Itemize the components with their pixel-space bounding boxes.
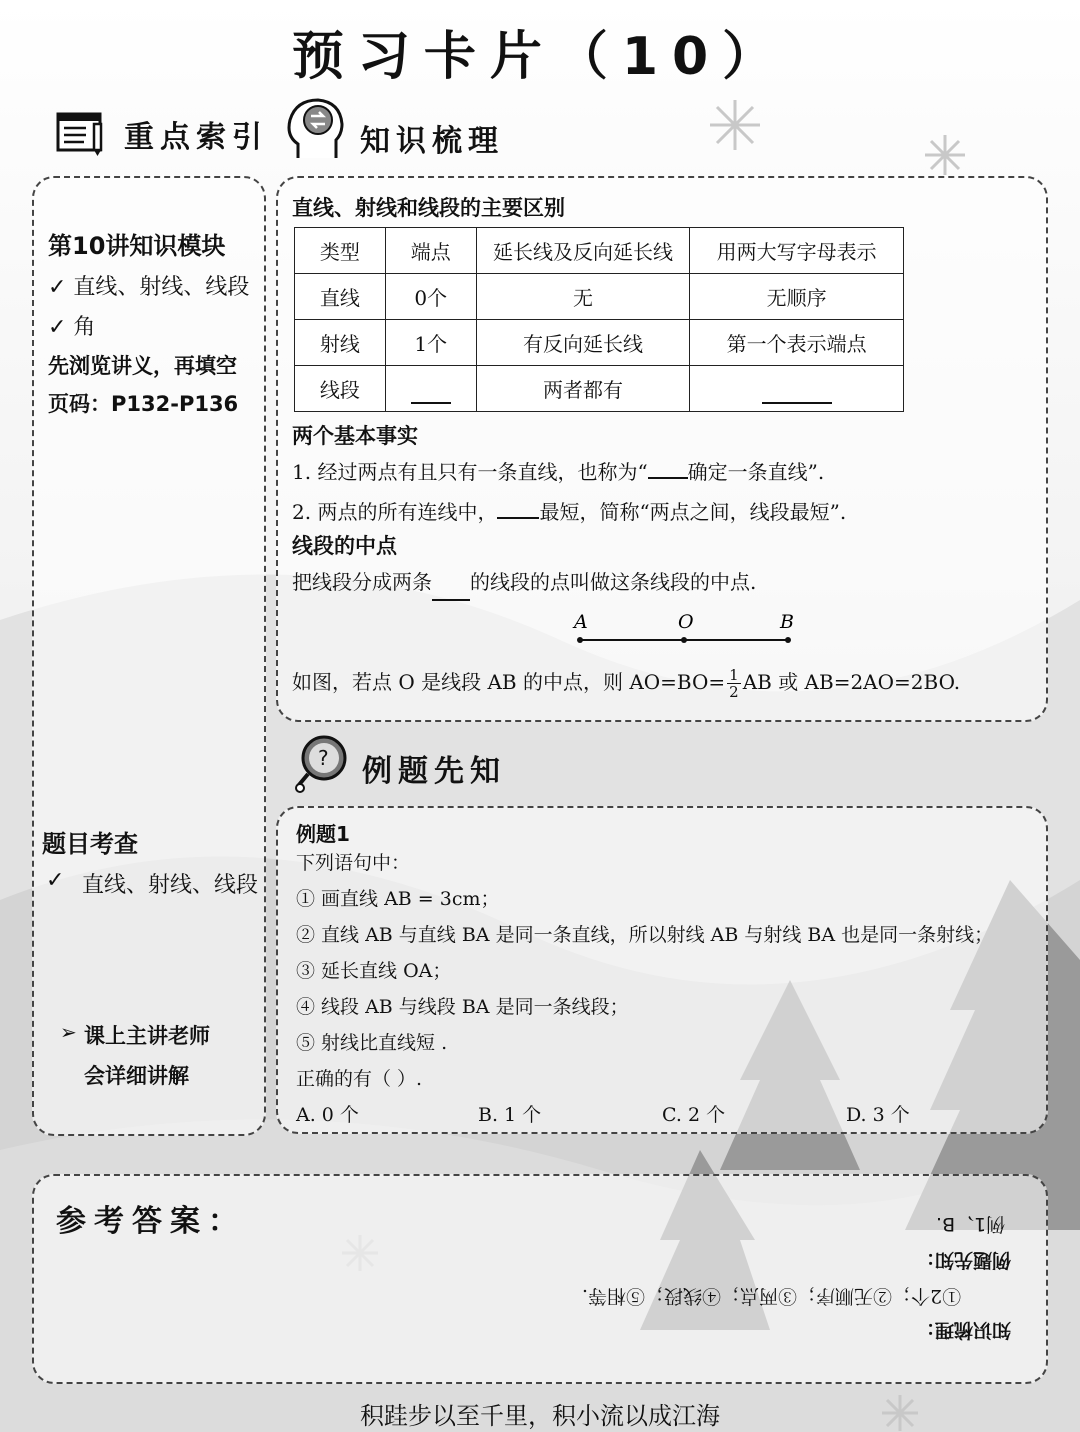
exam-title: 题目考查 — [42, 830, 138, 858]
svg-text:?: ? — [318, 746, 329, 770]
midpoint-blank[interactable] — [432, 571, 470, 601]
formula-prefix: 如图，若点 O 是线段 AB 的中点，则 AO=BO= — [292, 670, 726, 694]
module-item-1: ✓ 直线、射线、线段 — [48, 275, 250, 300]
label-b: B — [780, 611, 794, 633]
fact-1-prefix: 1. 经过两点有且只有一条直线，也称为“ — [292, 460, 648, 484]
fill-blank-cell[interactable] — [385, 366, 476, 412]
fraction-num: 1 — [729, 666, 739, 684]
answer-example-label: 例题先知： — [916, 1249, 1012, 1271]
table-cell: 线段 — [295, 366, 386, 412]
table-cell: 0个 — [385, 274, 476, 320]
point-b — [785, 637, 791, 643]
table-header-cell: 延长线及反向延长线 — [476, 228, 690, 274]
module-title: 第10讲知识模块 — [48, 232, 226, 260]
table-cell: 无 — [476, 274, 690, 320]
example-item-4: ④ 线段 AB 与线段 BA 是同一条线段； — [296, 996, 629, 1018]
example-question: 正确的有（ ）. — [296, 1068, 423, 1090]
teacher-line-1: 课上主讲老师 — [84, 1024, 210, 1048]
table-header-cell: 端点 — [385, 228, 476, 274]
blank-line — [762, 402, 832, 404]
key-index-title: 重点索引 — [124, 120, 268, 155]
question-magnifier-icon — [292, 734, 350, 794]
teacher-line-2: 会详细讲解 — [84, 1064, 189, 1088]
option-d[interactable]: D. 3 个 — [846, 1104, 910, 1126]
table-cell: 直线 — [295, 274, 386, 320]
option-a[interactable]: A. 0 个 — [296, 1104, 359, 1126]
midpoint-formula — [292, 666, 960, 700]
exam-check: ✓ — [46, 868, 65, 893]
answer-knowledge-value: ①2个；②无顺序；③两点；④线段；⑤相等. — [582, 1285, 962, 1307]
label-o: O — [678, 611, 694, 633]
midpoint-suffix: 的线段的点叫做这条线段的中点. — [470, 570, 757, 594]
head-refresh-icon — [282, 96, 348, 162]
example-item-2: ② 直线 AB 与直线 BA 是同一条直线，所以射线 AB 与射线 BA 也是同一条射线； — [296, 924, 994, 946]
fact-2-prefix: 2. 两点的所有连线中， — [292, 500, 498, 524]
comparison-table — [294, 227, 904, 412]
example-item-3: ③ 延长直线 OA； — [296, 960, 452, 982]
facts-heading: 两个基本事实 — [292, 424, 418, 448]
example-intro: 下列语句中： — [296, 852, 411, 874]
table-cell: 有反向延长线 — [476, 320, 690, 366]
module-item-2: ✓ 角 — [48, 315, 96, 340]
midpoint-definition — [292, 566, 756, 601]
fill-blank-cell[interactable] — [690, 366, 904, 412]
point-o — [681, 637, 687, 643]
fact-1-blank[interactable] — [648, 477, 688, 479]
fact-2 — [292, 496, 846, 525]
fact-1-suffix: 确定一条直线”. — [687, 460, 825, 484]
option-b[interactable]: B. 1 个 — [478, 1104, 542, 1126]
fraction — [727, 667, 741, 700]
table-header-cell: 类型 — [295, 228, 386, 274]
table-row — [295, 320, 904, 366]
table-cell: 无顺序 — [690, 274, 904, 320]
example-preview-title: 例题先知 — [362, 754, 506, 789]
table-header-cell: 用两大写字母表示 — [690, 228, 904, 274]
fact-2-blank[interactable] — [497, 517, 539, 519]
answer-title: 参考答案： — [56, 1204, 246, 1239]
table-cell: 1个 — [385, 320, 476, 366]
table-row — [295, 366, 904, 412]
page-title: 预习卡片（10） — [291, 27, 789, 87]
fact-1 — [292, 456, 824, 485]
answer-example-value: 例1、B. — [936, 1213, 1006, 1235]
example-label: 例题1 — [296, 822, 350, 846]
label-a: A — [574, 611, 588, 633]
formula-suffix: AB 或 AB=2AO=2BO. — [742, 670, 961, 694]
table-cell: 射线 — [295, 320, 386, 366]
fraction-den: 2 — [729, 683, 739, 701]
point-a — [577, 637, 583, 643]
midpoint-prefix: 把线段分成两条 — [292, 570, 432, 594]
midpoint-heading: 线段的中点 — [292, 534, 397, 558]
teacher-arrow: ➢ — [60, 1020, 77, 1044]
table-cell: 第一个表示端点 — [690, 320, 904, 366]
segment-diagram — [560, 606, 810, 652]
knowledge-title: 知识梳理 — [360, 124, 504, 159]
fact-2-suffix: 最短，简称“两点之间，线段最短”. — [539, 500, 847, 524]
sidebar-panel — [32, 176, 266, 1136]
instruction: 先浏览讲义，再填空 — [48, 354, 237, 378]
exam-item: 直线、射线、线段 — [82, 873, 259, 898]
answer-knowledge-label: 知识梳理： — [916, 1319, 1012, 1341]
footer-motto: 积跬步以至千里，积小流以成江海 — [360, 1402, 720, 1430]
blank-line — [411, 402, 451, 404]
document-pen-icon — [56, 110, 108, 156]
table-header-row — [295, 228, 904, 274]
page-range: 页码：P132-P136 — [48, 392, 239, 416]
option-c[interactable]: C. 2 个 — [662, 1104, 726, 1126]
example-item-1: ① 画直线 AB = 3cm； — [296, 888, 500, 910]
table-row — [295, 274, 904, 320]
knowledge-heading: 直线、射线和线段的主要区别 — [292, 196, 565, 220]
example-item-5: ⑤ 射线比直线短 . — [296, 1032, 448, 1054]
table-cell: 两者都有 — [476, 366, 690, 412]
